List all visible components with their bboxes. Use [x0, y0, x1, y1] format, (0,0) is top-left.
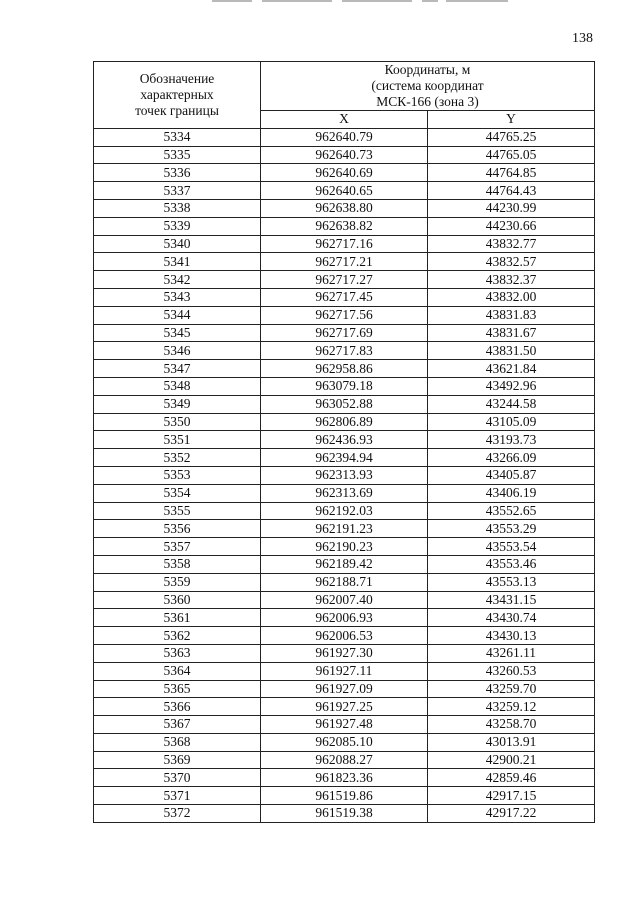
y-coordinate-cell: 42917.22 [428, 805, 595, 823]
x-coordinate-cell: 962717.45 [261, 288, 428, 306]
point-id-cell: 5368 [94, 733, 261, 751]
x-coordinate-cell: 962638.82 [261, 217, 428, 235]
point-id-cell: 5337 [94, 182, 261, 200]
table-row [94, 680, 595, 698]
point-id-cell: 5369 [94, 751, 261, 769]
x-coordinate-cell: 962188.71 [261, 573, 428, 591]
y-coordinate-cell: 43552.65 [428, 502, 595, 520]
table-row [94, 662, 595, 680]
x-coordinate-cell: 962717.21 [261, 253, 428, 271]
table-row [94, 182, 595, 200]
x-coordinate-cell: 962717.83 [261, 342, 428, 360]
y-coordinate-cell: 43405.87 [428, 466, 595, 484]
x-coordinate-cell: 962436.93 [261, 431, 428, 449]
x-coordinate-cell: 961927.30 [261, 644, 428, 662]
point-id-cell: 5367 [94, 716, 261, 734]
x-coordinate-cell: 962085.10 [261, 733, 428, 751]
x-coordinate-cell: 962088.27 [261, 751, 428, 769]
y-coordinate-cell: 43492.96 [428, 377, 595, 395]
point-id-cell: 5346 [94, 342, 261, 360]
table-row [94, 377, 595, 395]
x-coordinate-cell: 962191.23 [261, 520, 428, 538]
table-row [94, 520, 595, 538]
y-coordinate-cell: 43831.50 [428, 342, 595, 360]
page-number: 138 [572, 31, 593, 46]
point-id-cell: 5342 [94, 271, 261, 289]
scan-artifact-line [422, 0, 438, 2]
y-column-header: Y [428, 111, 595, 129]
x-coordinate-cell: 962717.27 [261, 271, 428, 289]
x-coordinate-cell: 961519.86 [261, 787, 428, 805]
table-header [94, 62, 595, 129]
table-row [94, 253, 595, 271]
point-id-cell: 5350 [94, 413, 261, 431]
x-coordinate-cell: 962640.79 [261, 128, 428, 146]
point-id-cell: 5365 [94, 680, 261, 698]
y-coordinate-cell: 44230.99 [428, 199, 595, 217]
table-row [94, 502, 595, 520]
y-coordinate-cell: 43258.70 [428, 716, 595, 734]
point-designation-header [94, 62, 261, 129]
table-row [94, 805, 595, 823]
y-coordinate-cell: 43193.73 [428, 431, 595, 449]
point-id-cell: 5338 [94, 199, 261, 217]
table-row [94, 413, 595, 431]
x-coordinate-cell: 962313.69 [261, 484, 428, 502]
y-coordinate-cell: 43259.12 [428, 698, 595, 716]
header-line: Координаты, м [384, 62, 471, 77]
scan-artifact-line [262, 0, 332, 2]
y-coordinate-cell: 44764.43 [428, 182, 595, 200]
point-id-cell: 5341 [94, 253, 261, 271]
y-coordinate-cell: 43406.19 [428, 484, 595, 502]
x-coordinate-cell: 962806.89 [261, 413, 428, 431]
point-id-cell: 5353 [94, 466, 261, 484]
x-coordinate-cell: 962958.86 [261, 360, 428, 378]
table-row [94, 484, 595, 502]
coordinates-table [93, 61, 595, 823]
table-row [94, 164, 595, 182]
x-coordinate-cell: 962006.93 [261, 609, 428, 627]
scan-artifact-line [446, 0, 508, 2]
point-id-cell: 5357 [94, 538, 261, 556]
header-line: характерных [140, 86, 214, 102]
table-row [94, 431, 595, 449]
x-coordinate-cell: 962638.80 [261, 199, 428, 217]
table-row [94, 698, 595, 716]
x-coordinate-cell: 962394.94 [261, 449, 428, 467]
table-row [94, 466, 595, 484]
table-row [94, 591, 595, 609]
x-coordinate-cell: 962189.42 [261, 555, 428, 573]
table-row [94, 573, 595, 591]
point-id-cell: 5372 [94, 805, 261, 823]
y-coordinate-cell: 43621.84 [428, 360, 595, 378]
point-id-cell: 5354 [94, 484, 261, 502]
x-coordinate-cell: 962313.93 [261, 466, 428, 484]
table-row [94, 288, 595, 306]
table-row [94, 627, 595, 645]
y-coordinate-cell: 43013.91 [428, 733, 595, 751]
y-coordinate-cell: 43553.29 [428, 520, 595, 538]
y-coordinate-cell: 43105.09 [428, 413, 595, 431]
x-coordinate-cell: 962192.03 [261, 502, 428, 520]
y-coordinate-cell: 43430.13 [428, 627, 595, 645]
y-coordinate-cell: 43832.00 [428, 288, 595, 306]
header-line: (система координат [371, 78, 484, 93]
point-id-cell: 5348 [94, 377, 261, 395]
y-coordinate-cell: 43260.53 [428, 662, 595, 680]
point-id-cell: 5356 [94, 520, 261, 538]
table-row [94, 449, 595, 467]
point-id-cell: 5334 [94, 128, 261, 146]
x-coordinate-cell: 961927.48 [261, 716, 428, 734]
table-row [94, 306, 595, 324]
scan-artifact-line [342, 0, 412, 2]
y-coordinate-cell: 43832.77 [428, 235, 595, 253]
header-line: точек границы [135, 102, 219, 118]
table-row [94, 360, 595, 378]
point-id-cell: 5370 [94, 769, 261, 787]
x-coordinate-cell: 962006.53 [261, 627, 428, 645]
point-id-cell: 5335 [94, 146, 261, 164]
x-coordinate-cell: 962640.69 [261, 164, 428, 182]
x-coordinate-cell: 962640.73 [261, 146, 428, 164]
x-coordinate-cell: 962717.16 [261, 235, 428, 253]
point-id-cell: 5361 [94, 609, 261, 627]
point-id-cell: 5352 [94, 449, 261, 467]
table-row [94, 199, 595, 217]
x-coordinate-cell: 961927.25 [261, 698, 428, 716]
y-coordinate-cell: 43553.13 [428, 573, 595, 591]
x-coordinate-cell: 961519.38 [261, 805, 428, 823]
y-coordinate-cell: 43266.09 [428, 449, 595, 467]
y-coordinate-cell: 43244.58 [428, 395, 595, 413]
y-coordinate-cell: 43832.37 [428, 271, 595, 289]
x-coordinate-cell: 962640.65 [261, 182, 428, 200]
x-coordinate-cell: 962717.56 [261, 306, 428, 324]
point-id-cell: 5364 [94, 662, 261, 680]
y-coordinate-cell: 43832.57 [428, 253, 595, 271]
point-id-cell: 5340 [94, 235, 261, 253]
coordinates-header [261, 62, 595, 111]
table-row [94, 342, 595, 360]
table-row [94, 609, 595, 627]
x-coordinate-cell: 962717.69 [261, 324, 428, 342]
table-row [94, 716, 595, 734]
y-coordinate-cell: 43831.83 [428, 306, 595, 324]
point-id-cell: 5363 [94, 644, 261, 662]
y-coordinate-cell: 43430.74 [428, 609, 595, 627]
point-id-cell: 5371 [94, 787, 261, 805]
table-row [94, 271, 595, 289]
x-column-header: X [261, 111, 428, 129]
y-coordinate-cell: 43261.11 [428, 644, 595, 662]
y-coordinate-cell: 44765.25 [428, 128, 595, 146]
y-coordinate-cell: 44765.05 [428, 146, 595, 164]
point-id-cell: 5345 [94, 324, 261, 342]
point-id-cell: 5344 [94, 306, 261, 324]
point-id-cell: 5355 [94, 502, 261, 520]
point-id-cell: 5351 [94, 431, 261, 449]
table-row [94, 555, 595, 573]
y-coordinate-cell: 43831.67 [428, 324, 595, 342]
y-coordinate-cell: 43553.54 [428, 538, 595, 556]
x-coordinate-cell: 963052.88 [261, 395, 428, 413]
table-row [94, 235, 595, 253]
point-id-cell: 5343 [94, 288, 261, 306]
point-id-cell: 5359 [94, 573, 261, 591]
point-id-cell: 5366 [94, 698, 261, 716]
y-coordinate-cell: 44764.85 [428, 164, 595, 182]
table-row [94, 217, 595, 235]
y-coordinate-cell: 43553.46 [428, 555, 595, 573]
table-row [94, 644, 595, 662]
y-coordinate-cell: 43259.70 [428, 680, 595, 698]
x-coordinate-cell: 961927.11 [261, 662, 428, 680]
x-coordinate-cell: 961823.36 [261, 769, 428, 787]
table-row [94, 787, 595, 805]
y-coordinate-cell: 43431.15 [428, 591, 595, 609]
point-id-cell: 5360 [94, 591, 261, 609]
y-coordinate-cell: 42917.15 [428, 787, 595, 805]
table-row [94, 146, 595, 164]
table-row [94, 751, 595, 769]
table-row [94, 324, 595, 342]
point-id-cell: 5358 [94, 555, 261, 573]
point-id-cell: 5347 [94, 360, 261, 378]
table-row [94, 395, 595, 413]
y-coordinate-cell: 42859.46 [428, 769, 595, 787]
header-line: Обозначение [139, 70, 215, 86]
x-coordinate-cell: 962190.23 [261, 538, 428, 556]
table-body [94, 128, 595, 822]
point-id-cell: 5362 [94, 627, 261, 645]
point-id-cell: 5336 [94, 164, 261, 182]
header-line: МСК-166 (зона 3) [376, 94, 479, 109]
point-id-cell: 5339 [94, 217, 261, 235]
table-row [94, 538, 595, 556]
x-coordinate-cell: 962007.40 [261, 591, 428, 609]
table-row [94, 769, 595, 787]
table-row [94, 128, 595, 146]
x-coordinate-cell: 961927.09 [261, 680, 428, 698]
point-id-cell: 5349 [94, 395, 261, 413]
x-coordinate-cell: 963079.18 [261, 377, 428, 395]
scan-artifact-line [212, 0, 252, 2]
table-row [94, 733, 595, 751]
y-coordinate-cell: 42900.21 [428, 751, 595, 769]
y-coordinate-cell: 44230.66 [428, 217, 595, 235]
